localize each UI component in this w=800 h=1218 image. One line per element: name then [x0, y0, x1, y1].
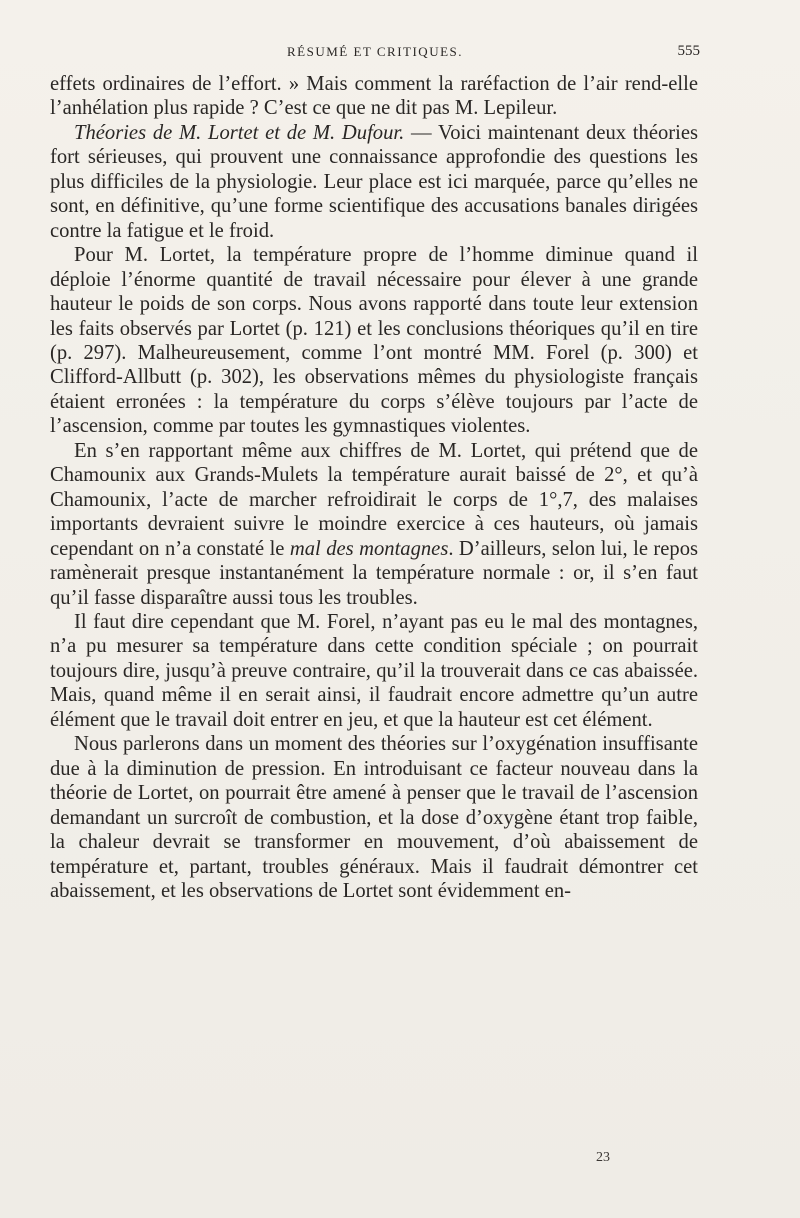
- text-run: effets ordinaires de l’effort. » Mais comment la raréfaction de l’air rend-elle l’anhélation plus rapide ? C’est ce que ne dit pas M. Lepileur.: [50, 73, 698, 120]
- signature-mark: 23: [596, 1150, 610, 1165]
- running-head: [50, 44, 700, 68]
- text-run: — Voici maintenant deux théories fort sérieuses, qui prouvent une connaissance approfondie des questions les plus difficiles de la physiologie. Leur place est ici marquée, parce qu’elles ne sont, en définitive, qu’une forme scientifique des accusations banales dirigées contre la fatigue et le froid.: [50, 121, 698, 242]
- running-head-title: RÉSUMÉ ET CRITIQUES.: [286, 44, 463, 59]
- paragraph: [50, 72, 698, 121]
- paragraph: [50, 732, 698, 903]
- text-run: Pour M. Lortet, la température propre de l’homme diminue quand il déploie l’énorme quantité de travail nécessaire pour élever à une grande hauteur le poids de son corps. Nous avons rapporté dans toute leur extension les faits observés par Lortet (p. 121) et les conclusions théoriques qu’il en tire (p. 297). Malheureusement, comme l’ont montré MM. Forel (p. 300) et Clifford-Allbutt (p. 302), les observations mêmes du physiologiste français étaient erronées : la température du corps s’élève toujours par l’acte de l’ascension, comme par toutes les gymnastiques violentes.: [50, 244, 698, 438]
- page-number: 555: [677, 43, 700, 59]
- text-run: . D’ailleurs, selon lui, le repos ramènerait presque instantanément la température normale : or, il s’en faut qu’il fasse disparaître aussi tous les troubles.: [50, 537, 699, 609]
- text-run: Nous parlerons dans un moment des théories sur l’oxygénation insuffisante due à la diminution de pression. En introduisant ce facteur nouveau dans la théorie de Lortet, on pourrait être amené à penser que le travail de l’ascension demandant un surcroît de combustion, et la dose d’oxygène étant trop faible, la chaleur devrait se transformer en mouvement, d’où abaissement de température et, partant, troubles généraux. Mais il faudrait démontrer cet abaissement, et les observations de Lortet sont évidemment en-: [50, 733, 698, 902]
- italic-run: mal des montagnes: [289, 537, 449, 560]
- paragraph: [50, 439, 698, 610]
- body-text: [50, 72, 698, 903]
- text-run: En s’en rapportant même aux chiffres de M. Lortet, qui prétend que de Chamounix aux Grands-Mulets la température aurait baissé de 2°, et qu’à Chamounix, l’acte de marcher refroidirait le corps de 1°,7, des malaises importants devraient suivre le moindre exercice à ces hauteurs, où jamais cependant on n’a constaté le: [50, 439, 698, 560]
- italic-run: Théories de M. Lortet et de M. Dufour.: [74, 121, 405, 144]
- paragraph: [50, 610, 698, 732]
- text-run: Il faut dire cependant que M. Forel, n’ayant pas eu le mal des montagnes, n’a pu mesurer sa température dans cette condition spéciale ; on pourrait toujours dire, jusqu’à preuve contraire, qu’il la trouverait dans ce cas abaissée. Mais, quand même il en serait ainsi, il faudrait encore admettre qu’un autre élément que le travail doit entrer en jeu, et que la hauteur est cet élément.: [50, 610, 698, 731]
- paragraph: [50, 243, 698, 439]
- paragraph: [50, 121, 698, 243]
